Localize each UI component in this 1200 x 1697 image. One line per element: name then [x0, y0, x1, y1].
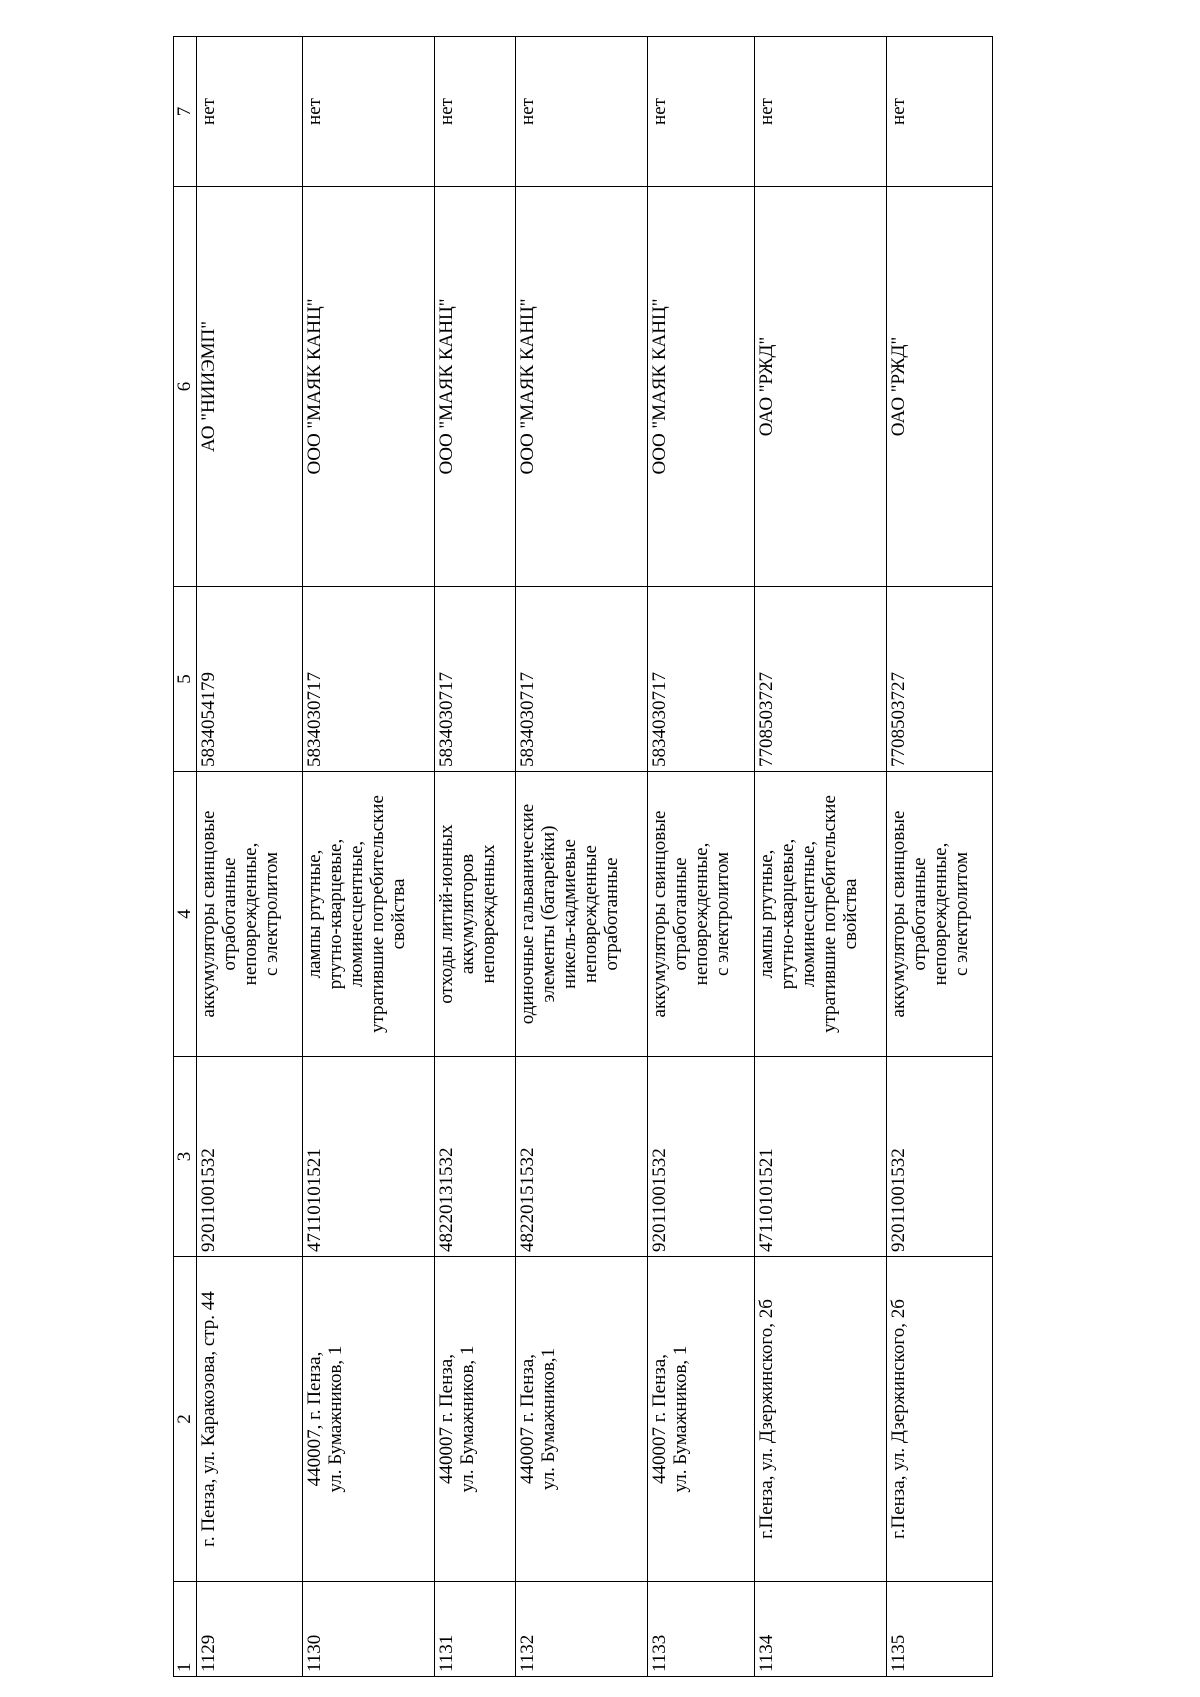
organization-cell: ООО "МАЯК КАНЦ"	[435, 187, 516, 587]
waste-name-cell: аккумуляторы свинцовые отработанные неповрежденные, с электролитом	[648, 772, 754, 1057]
column-number: 7	[174, 37, 197, 187]
address-cell: 440007 г. Пенза, ул. Бумажников, 1	[435, 1257, 516, 1582]
inn-cell: 5834030717	[435, 587, 516, 772]
flag-cell: нет	[516, 37, 648, 187]
address-cell: 440007 г. Пенза, ул. Бумажников, 1	[648, 1257, 754, 1582]
column-number: 5	[174, 587, 197, 772]
column-number: 1	[174, 1582, 197, 1677]
table-row	[754, 37, 886, 1677]
column-number: 2	[174, 1257, 197, 1582]
row-number-cell: 1130	[303, 1582, 435, 1677]
row-number-cell: 1134	[754, 1582, 886, 1677]
table-row	[303, 37, 435, 1677]
organization-cell: АО "НИИЭМП"	[197, 187, 303, 587]
waste-name-cell: аккумуляторы свинцовые отработанные неповрежденные, с электролитом	[197, 772, 303, 1057]
waste-code-cell: 47110101521	[303, 1057, 435, 1257]
address-cell: 440007, г. Пенза, ул. Бумажников, 1	[303, 1257, 435, 1582]
waste-name-cell: лампы ртутные, ртутно-кварцевые, люминесцентные, утратившие потребительские свойства	[303, 772, 435, 1057]
row-number-cell: 1132	[516, 1582, 648, 1677]
inn-cell: 7708503727	[754, 587, 886, 772]
organization-cell: ОАО "РЖД"	[754, 187, 886, 587]
row-number-cell: 1131	[435, 1582, 516, 1677]
waste-code-cell: 48220151532	[516, 1057, 648, 1257]
column-number: 4	[174, 772, 197, 1057]
column-number-row	[174, 37, 197, 1677]
waste-name-cell: отходы литий-ионных аккумуляторов неповрежденных	[435, 772, 516, 1057]
waste-registry-table	[173, 36, 993, 1677]
table-body	[174, 37, 993, 1677]
flag-cell: нет	[435, 37, 516, 187]
row-number-cell: 1135	[886, 1582, 992, 1677]
table-row	[648, 37, 754, 1677]
column-number: 6	[174, 187, 197, 587]
row-number-cell: 1129	[197, 1582, 303, 1677]
flag-cell: нет	[303, 37, 435, 187]
table-row	[516, 37, 648, 1677]
address-cell: г.Пенза, ул. Дзержинского, 2б	[886, 1257, 992, 1582]
flag-cell: нет	[197, 37, 303, 187]
flag-cell: нет	[648, 37, 754, 187]
inn-cell: 5834030717	[516, 587, 648, 772]
waste-code-cell: 92011001532	[648, 1057, 754, 1257]
waste-name-cell: аккумуляторы свинцовые отработанные неповрежденные, с электролитом	[886, 772, 992, 1057]
address-cell: 440007 г. Пенза, ул. Бумажников,1	[516, 1257, 648, 1582]
waste-code-cell: 47110101521	[754, 1057, 886, 1257]
flag-cell: нет	[754, 37, 886, 187]
address-cell: г.Пенза, ул. Дзержинского, 2б	[754, 1257, 886, 1582]
rotated-table-wrapper	[173, 37, 993, 1677]
flag-cell: нет	[886, 37, 992, 187]
organization-cell: ООО "МАЯК КАНЦ"	[648, 187, 754, 587]
waste-name-cell: лампы ртутные, ртутно-кварцевые, люминесцентные, утратившие потребительские свойства	[754, 772, 886, 1057]
waste-code-cell: 92011001532	[197, 1057, 303, 1257]
waste-name-cell: одиночные гальванические элементы (батарейки) никель-кадмиевые неповрежденные отработанные	[516, 772, 648, 1057]
organization-cell: ООО "МАЯК КАНЦ"	[303, 187, 435, 587]
organization-cell: ООО "МАЯК КАНЦ"	[516, 187, 648, 587]
waste-code-cell: 48220131532	[435, 1057, 516, 1257]
table-row	[197, 37, 303, 1677]
column-number: 3	[174, 1057, 197, 1257]
inn-cell: 7708503727	[886, 587, 992, 772]
inn-cell: 5834054179	[197, 587, 303, 772]
inn-cell: 5834030717	[303, 587, 435, 772]
waste-code-cell: 92011001532	[886, 1057, 992, 1257]
table-row	[886, 37, 992, 1677]
row-number-cell: 1133	[648, 1582, 754, 1677]
organization-cell: ОАО "РЖД"	[886, 187, 992, 587]
inn-cell: 5834030717	[648, 587, 754, 772]
table-row	[435, 37, 516, 1677]
address-cell: г. Пенза, ул. Каракозова, стр. 44	[197, 1257, 303, 1582]
